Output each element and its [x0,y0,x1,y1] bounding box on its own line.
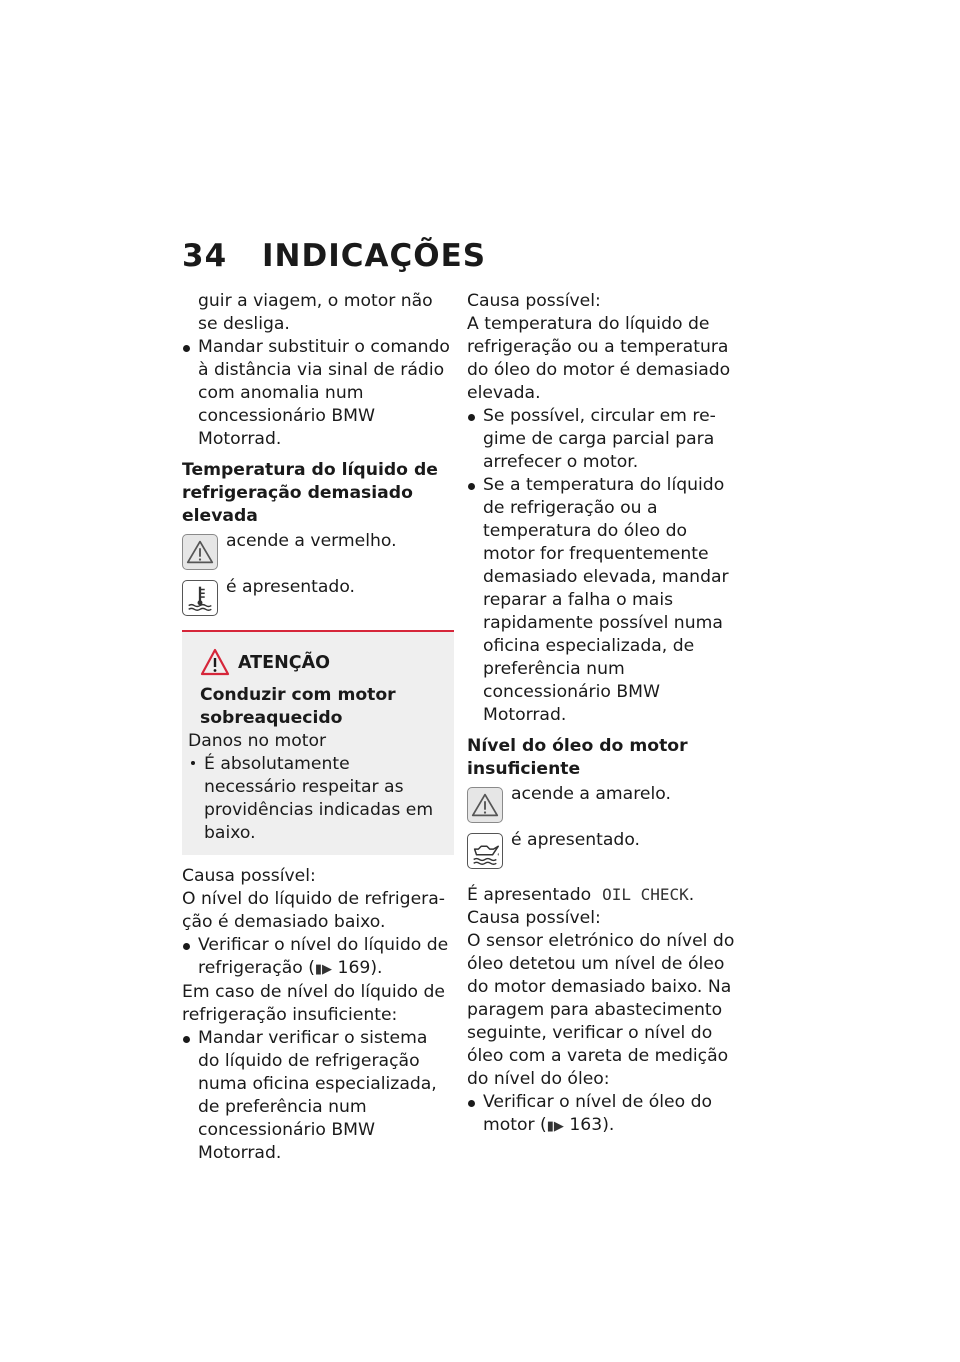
bullet-partial-load: Se possível, circular em regime de carga parcial para arrefecer o motor. [467,405,739,474]
page-number: 34 [182,238,228,274]
warning-triangle-icon [182,534,218,570]
warning-title: Conduzir com motor sobreaquecido [200,685,396,728]
oil-warning-light-row [467,783,739,827]
right-column [467,290,739,1138]
page-header [182,238,486,274]
warning-subtitle: Danos no motor [188,731,327,751]
bullet-system: Mandar verificar o sistema do líquido de refrigeração numa oficina especializada, de preferência num concessionário BMW Motorrad. [182,1027,454,1165]
cause-text: O nível do líquido de refrigeração é demasiado baixo. [182,889,445,932]
section-title-coolant: Temperatura do líquido de refrigeração demasiado elevada [182,460,438,526]
bullet-remote: Mandar substituir o comando à distância via sinal de rádio com anomalia num concessionário BMW Motorrad. [182,336,454,451]
display-message: É apresentado OIL CHECK. [467,885,695,905]
bullet-repair: Se a temperatura do líquido de refrigeração ou a temperatura do óleo do motor for frequentemente demasiado elevada, mandar reparar a falha o mais rapidamente possível numa oficina especializada, de preferência num concessionário BMW Motorrad. [467,474,739,727]
warning-light-row [182,530,454,574]
insufficient-text: Em caso de nível do líquido de refrigeração insuficiente: [182,982,445,1025]
oil-warning-light-text: acende a amarelo. [511,784,671,804]
warning-light-text: acende a vermelho. [226,531,397,551]
oil-can-icon [467,833,503,869]
warning-triangle-icon [467,787,503,823]
page-title: INDICAÇÕES [262,238,487,274]
attention-triangle-icon [200,648,230,676]
coolant-temperature-icon [182,580,218,616]
warning-label: ATENÇÃO [238,653,330,673]
section-title-oil: Nível do óleo do motor insuficiente [467,736,688,779]
warning-box [182,630,454,855]
oil-check-code: OIL CHECK [602,885,689,904]
cause-label: Causa possível: [182,866,316,886]
cause-text: A temperatura do líquido de refrigeração ou a temperatura do óleo do motor é demasiado elevada. [467,314,731,403]
arrow-reference-icon: ▮▶ [314,962,333,977]
cause-text-2: O sensor eletrónico do nível do óleo detetou um nível de óleo do motor demasiado baixo. Na paragem para abastecimento seguinte, verificar o nível do óleo com a vareta de medição do nível do óleo: [467,931,735,1089]
page-reference[interactable]: 169 [337,958,371,978]
page-reference[interactable]: 163 [569,1115,603,1135]
oil-level-row [467,829,739,873]
coolant-temp-row [182,576,454,620]
continued-text: guir a viagem, o motor não se desliga. [198,291,433,334]
coolant-temp-text: é apresentado. [226,577,356,597]
bullet-check-coolant: Verificar o nível do líquido de refrigeração (▮▶ 169). [182,934,454,981]
oil-level-text: é apresentado. [511,830,641,850]
bullet-check-oil: Verificar o nível de óleo do motor (▮▶ 163). [467,1091,739,1138]
warning-bullet: É absolutamente necessário respeitar as providências indicadas em baixo. [188,753,446,845]
left-column [182,290,454,1165]
arrow-reference-icon: ▮▶ [546,1119,564,1134]
cause-label: Causa possível: [467,291,601,311]
cause-label-2: Causa possível: [467,908,601,928]
